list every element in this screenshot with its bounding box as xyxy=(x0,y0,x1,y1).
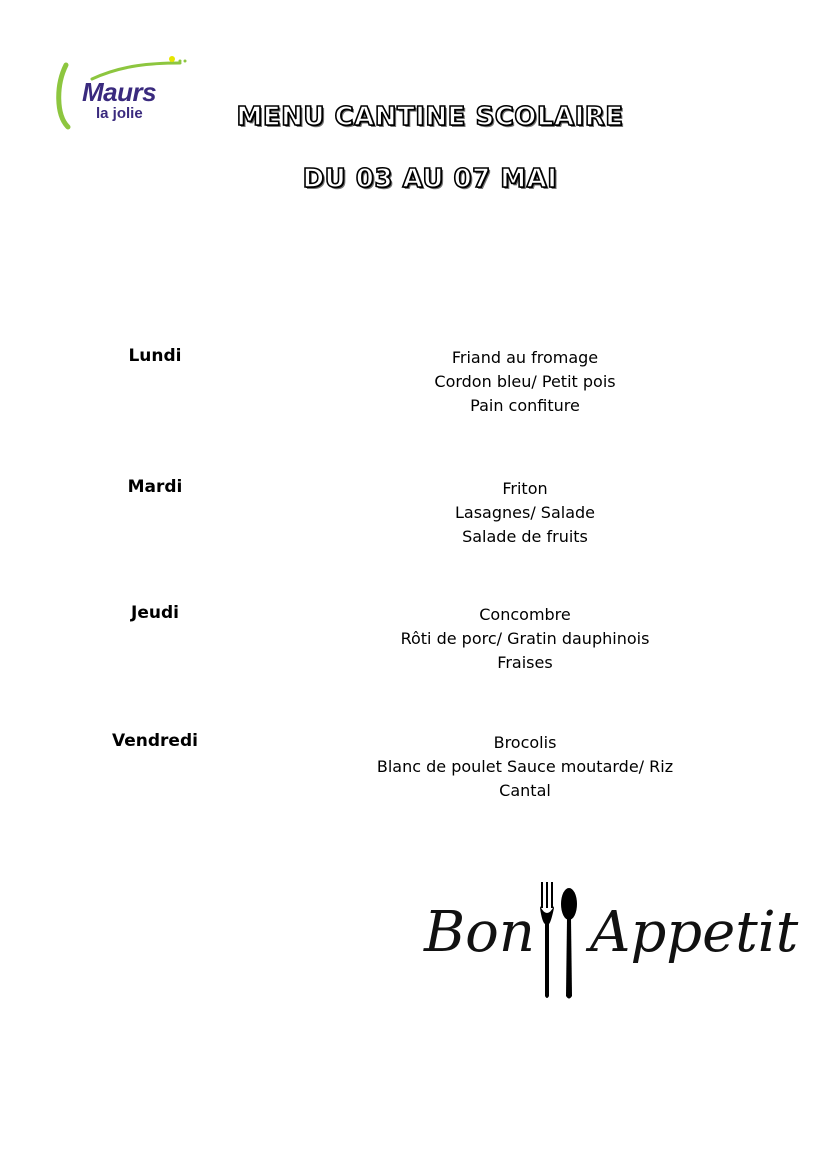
dish: Lasagnes/ Salade xyxy=(454,503,596,522)
dish: Cantal xyxy=(499,781,551,800)
bon-appetit-word: Appetit xyxy=(590,900,799,965)
dish: Salade de fruits xyxy=(462,527,588,546)
dish: Cordon bleu/ Petit pois xyxy=(434,372,616,391)
day-label: Mardi xyxy=(127,477,183,497)
dish: Pain confiture xyxy=(470,396,580,415)
page-title: MENU CANTINE SCOLAIRE xyxy=(236,102,624,132)
day-dishes xyxy=(330,346,720,418)
day-label: Vendredi xyxy=(112,731,198,751)
day-label: Lundi xyxy=(128,346,182,366)
dish: Rôti de porc/ Gratin dauphinois xyxy=(400,629,650,648)
dish: Concombre xyxy=(479,605,571,624)
bon-appetit-graphic xyxy=(410,870,799,1010)
dish: Friand au fromage xyxy=(451,348,599,367)
dish: Fraises xyxy=(497,653,553,672)
logo-brand: Maurs xyxy=(82,77,157,107)
bon-appetit-word: Bon xyxy=(424,900,535,965)
day-dishes xyxy=(330,731,720,803)
day-dishes xyxy=(330,477,720,549)
dish: Brocolis xyxy=(493,733,557,752)
dish: Friton xyxy=(502,479,548,498)
page-subtitle: DU 03 AU 07 MAI xyxy=(302,164,558,194)
logo-tagline: la jolie xyxy=(96,105,143,122)
day-dishes xyxy=(330,603,720,675)
dish: Blanc de poulet Sauce moutarde/ Riz xyxy=(376,757,674,776)
day-label: Jeudi xyxy=(131,603,179,623)
fork-spoon-icon xyxy=(535,878,585,1003)
